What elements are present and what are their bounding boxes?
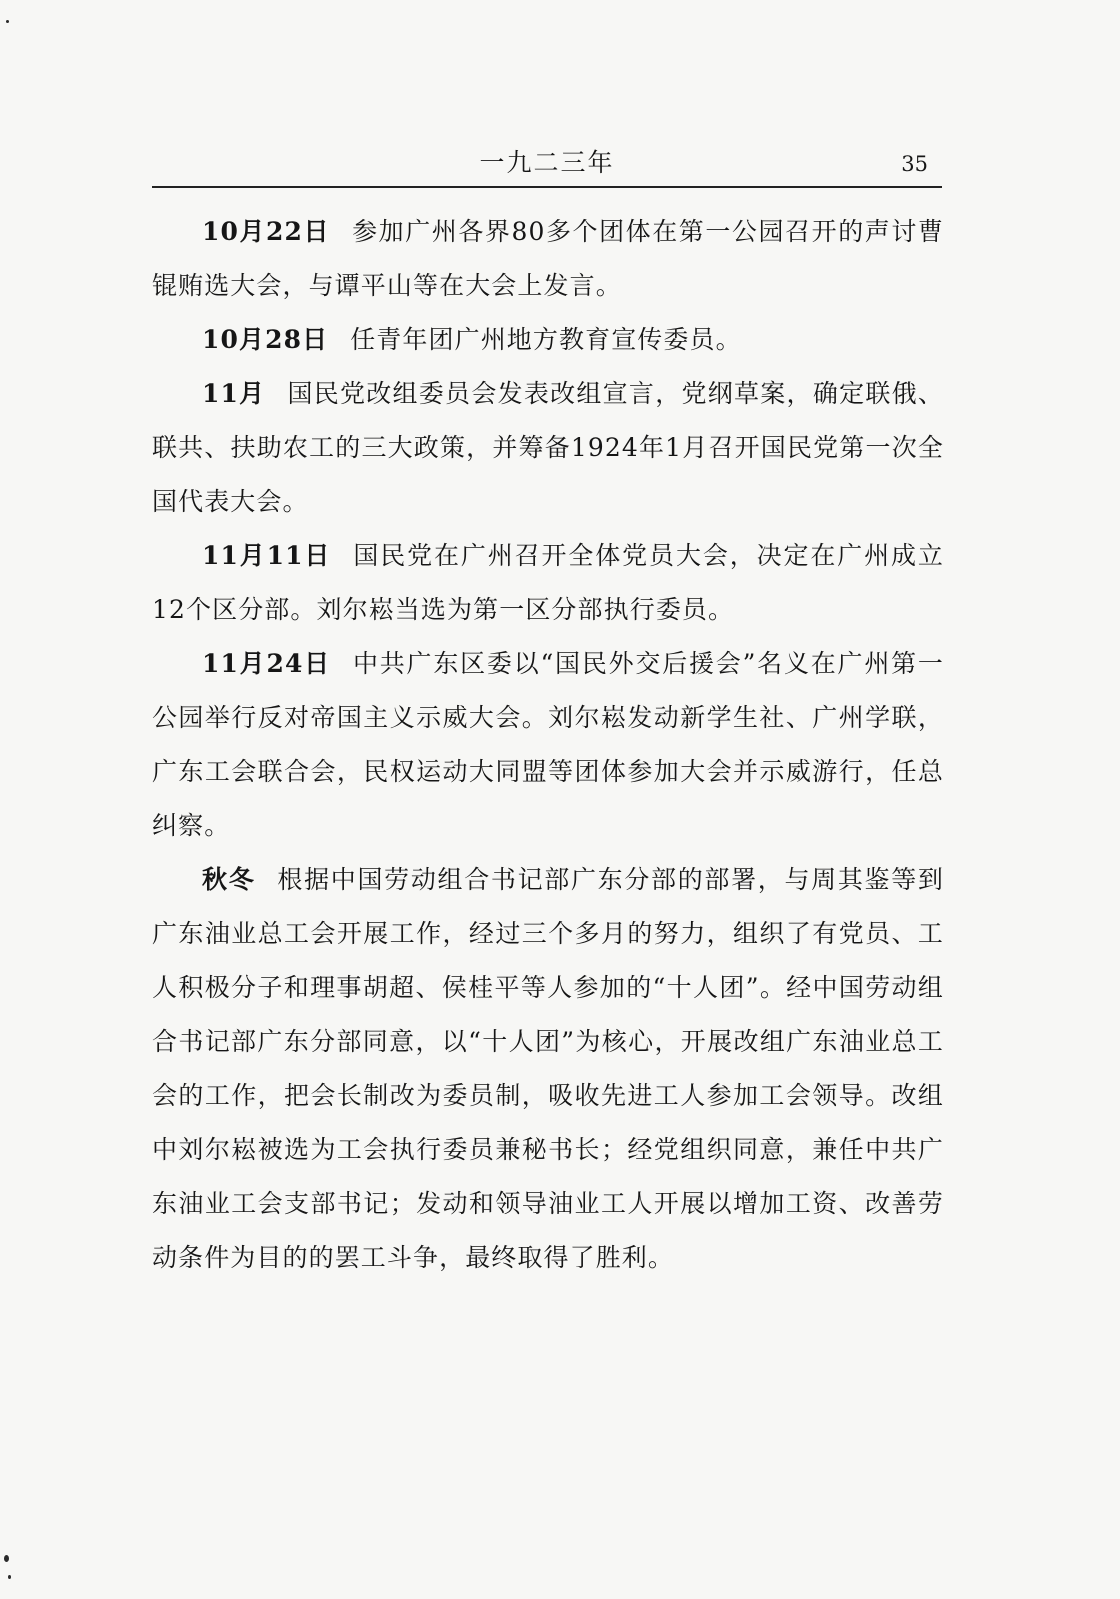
- scan-speck: [8, 1575, 11, 1579]
- entry-paragraph: [152, 205, 944, 313]
- scan-speck: [4, 1555, 9, 1562]
- entry-text: 国民党在广州召开全体党员大会，决定在广州成立12个区分部。刘尔崧当选为第一区分部执行委员。: [152, 541, 945, 624]
- scan-speck: [6, 20, 9, 23]
- entry-date: 11月24日: [202, 649, 331, 678]
- entry-date: 11月: [202, 379, 266, 408]
- entry-date: 秋冬: [202, 865, 256, 894]
- chronicle-body: [152, 205, 944, 1285]
- entry-text: 任青年团广州地方教育宣传委员。: [350, 325, 742, 354]
- entry-paragraph: [152, 529, 944, 637]
- running-title: 一九二三年: [479, 148, 615, 177]
- entry-text: 参加广州各界80多个团体在第一公园召开的声讨曹锟贿选大会，与谭平山等在大会上发言。: [152, 217, 944, 300]
- page-number: 35: [901, 152, 928, 176]
- entry-text: 中共广东区委以“国民外交后援会”名义在广州第一公园举行反对帝国主义示威大会。刘尔崧发动新学生社、广州学联，广东工会联合会，民权运动大同盟等团体参加大会并示威游行，任总纠察。: [152, 649, 944, 840]
- entry-paragraph: [152, 367, 944, 529]
- page-header: [152, 145, 942, 185]
- header-rule: [152, 186, 942, 188]
- entry-date: 10月22日: [202, 217, 331, 246]
- entry-paragraph: [152, 313, 944, 367]
- entry-date: 10月28日: [202, 325, 329, 354]
- entry-paragraph: [152, 853, 944, 1285]
- entry-text: 根据中国劳动组合书记部广东分部的部署，与周其鉴等到广东油业总工会开展工作，经过三个多月的努力，组织了有党员、工人积极分子和理事胡超、侯桂平等人参加的“十人团”。经中国劳动组合书记部广东分部同意，以“十人团”为核心，开展改组广东油业总工会的工作，把会长制改为委员制，吸收先进工人参加工会领导。改组中刘尔崧被选为工会执行委员兼秘书长；经党组织同意，兼任中共广东油业工会支部书记；发动和领导油业工人开展以增加工资、改善劳动条件为目的的罢工斗争，最终取得了胜利。: [152, 865, 944, 1272]
- entry-paragraph: [152, 637, 944, 853]
- entry-text: 国民党改组委员会发表改组宣言，党纲草案，确定联俄、联共、扶助农工的三大政策，并筹备1924年1月召开国民党第一次全国代表大会。: [152, 379, 944, 516]
- entry-date: 11月11日: [202, 541, 332, 570]
